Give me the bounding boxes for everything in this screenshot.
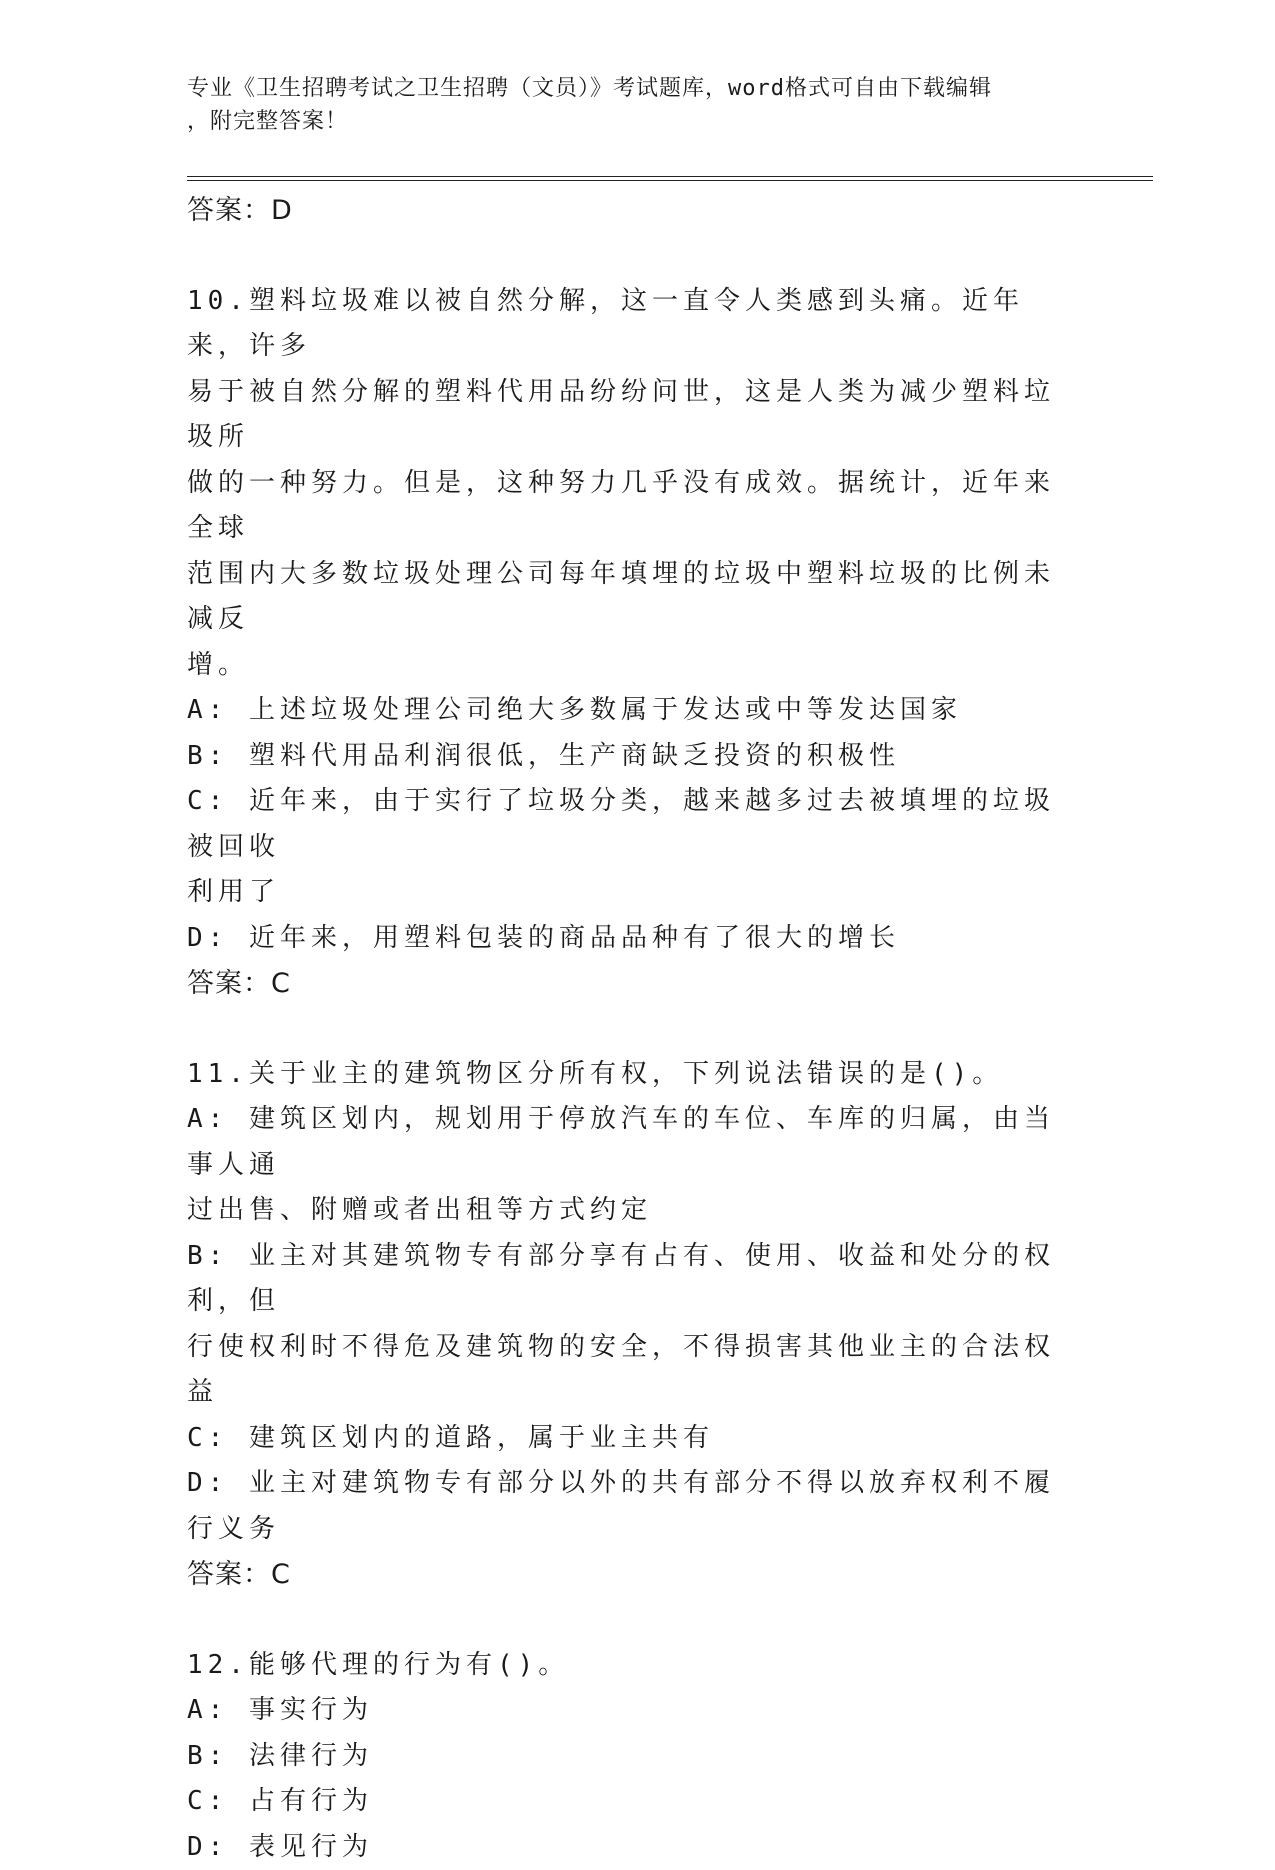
option-line: B: 塑料代用品利润很低，生产商缺乏投资的积极性 bbox=[187, 734, 1067, 780]
question-answer: 答案：C bbox=[187, 961, 1067, 1007]
question-stem-line: 易于被自然分解的塑料代用品纷纷问世，这是人类为减少塑料垃圾所 bbox=[187, 370, 1067, 461]
option-line: 过出售、附赠或者出租等方式约定 bbox=[187, 1188, 1067, 1234]
question-stem-line: 10.塑料垃圾难以被自然分解，这一直令人类感到头痛。近年来，许多 bbox=[187, 279, 1067, 370]
option-line: 利用了 bbox=[187, 870, 1067, 916]
spacer bbox=[187, 1007, 1067, 1052]
option-line: A: 建筑区划内，规划用于停放汽车的车位、车库的归属，由当事人通 bbox=[187, 1097, 1067, 1188]
previous-answer: 答案：D bbox=[187, 188, 1067, 234]
option-line: A: 事实行为 bbox=[187, 1688, 1067, 1734]
option-line: A: 上述垃圾处理公司绝大多数属于发达或中等发达国家 bbox=[187, 688, 1067, 734]
question-stem-line: 11.关于业主的建筑物区分所有权，下列说法错误的是()。 bbox=[187, 1052, 1067, 1098]
question-stem-line: 12.能够代理的行为有()。 bbox=[187, 1643, 1067, 1689]
option-line: 行使权利时不得危及建筑物的安全，不得损害其他业主的合法权益 bbox=[187, 1325, 1067, 1416]
document-header bbox=[187, 72, 1087, 138]
option-line: B: 法律行为 bbox=[187, 1734, 1067, 1780]
header-line-2: ，附完整答案！ bbox=[187, 105, 1087, 138]
option-line: D: 近年来，用塑料包装的商品品种有了很大的增长 bbox=[187, 916, 1067, 962]
spacer bbox=[187, 1598, 1067, 1643]
header-divider bbox=[187, 176, 1153, 181]
option-line: D: 表见行为 bbox=[187, 1825, 1067, 1870]
question-stem-line: 增。 bbox=[187, 643, 1067, 689]
question-answer: 答案：C bbox=[187, 1552, 1067, 1598]
header-line-1: 专业《卫生招聘考试之卫生招聘（文员）》考试题库，word格式可自由下载编辑 bbox=[187, 72, 1087, 105]
option-line: B: 业主对其建筑物专有部分享有占有、使用、收益和处分的权利，但 bbox=[187, 1234, 1067, 1325]
option-line: C: 占有行为 bbox=[187, 1779, 1067, 1825]
option-line: C: 建筑区划内的道路，属于业主共有 bbox=[187, 1416, 1067, 1462]
question-11 bbox=[187, 1052, 1067, 1598]
question-12 bbox=[187, 1643, 1067, 1870]
spacer bbox=[187, 234, 1067, 279]
question-stem-line: 做的一种努力。但是，这种努力几乎没有成效。据统计，近年来全球 bbox=[187, 461, 1067, 552]
option-line: D: 业主对建筑物专有部分以外的共有部分不得以放弃权利不履行义务 bbox=[187, 1461, 1067, 1552]
question-stem-line: 范围内大多数垃圾处理公司每年填埋的垃圾中塑料垃圾的比例未减反 bbox=[187, 552, 1067, 643]
option-line: C: 近年来，由于实行了垃圾分类，越来越多过去被填埋的垃圾被回收 bbox=[187, 779, 1067, 870]
question-10 bbox=[187, 279, 1067, 1007]
document-body bbox=[187, 188, 1067, 1870]
